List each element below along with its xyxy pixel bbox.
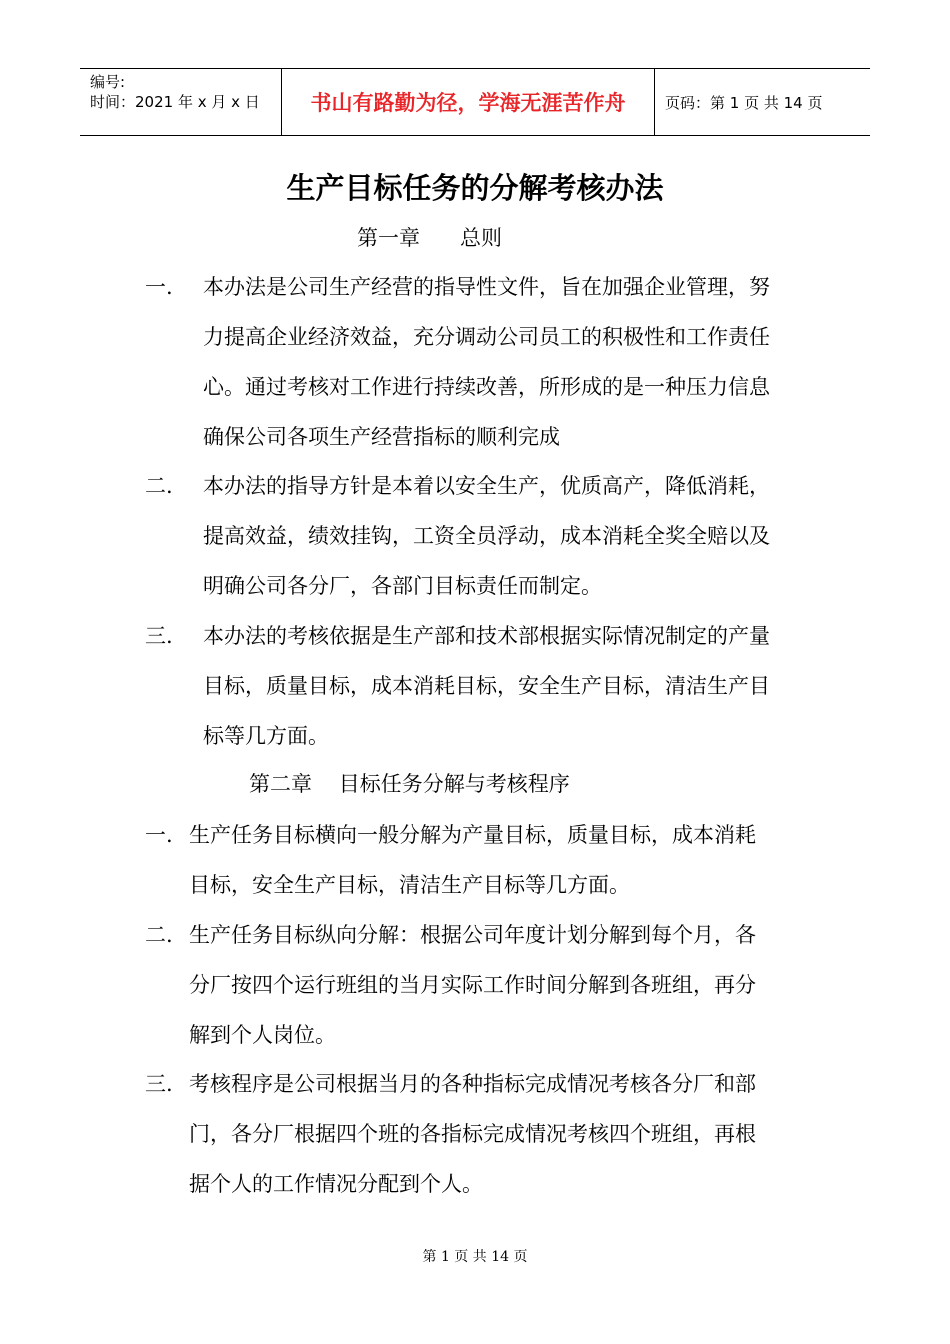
header-motto: 书山有路勤为径，学海无涯苦作舟 <box>282 69 655 135</box>
item-number: 三. <box>145 624 173 648</box>
item-line: 力提高企业经济效益，充分调动公司员工的积极性和工作责任 <box>203 325 770 349</box>
item-number: 三. <box>145 1072 173 1096</box>
item-line: 考核程序是公司根据当月的各种指标完成情况考核各分厂和部 <box>189 1072 756 1096</box>
item-line: 解到个人岗位。 <box>189 1023 336 1047</box>
item-line: 门，各分厂根据四个班的各指标完成情况考核四个班组，再根 <box>189 1122 756 1146</box>
document-title: 生产目标任务的分解考核办法 <box>286 171 664 205</box>
item-line: 据个人的工作情况分配到个人。 <box>189 1172 483 1196</box>
item-line: 目标，安全生产目标，清洁生产目标等几方面。 <box>189 873 630 897</box>
item-line: 本办法的考核依据是生产部和技术部根据实际情况制定的产量 <box>203 624 770 648</box>
item-line: 心。通过考核对工作进行持续改善，所形成的是一种压力信息 <box>203 375 770 399</box>
document-number-label: 编号: <box>90 73 126 91</box>
item-line: 本办法的指导方针是本着以安全生产，优质高产，降低消耗， <box>203 474 770 498</box>
item-number: 一. <box>145 275 173 299</box>
item-line: 提高效益，绩效挂钩，工资全员浮动，成本消耗全奖全赔以及 <box>203 524 770 548</box>
item-line: 分厂按四个运行班组的当月实际工作时间分解到各班组，再分 <box>189 973 756 997</box>
item-line: 本办法是公司生产经营的指导性文件，旨在加强企业管理，努 <box>203 275 770 299</box>
item-line: 确保公司各项生产经营指标的顺利完成 <box>203 425 560 449</box>
item-line: 生产任务目标纵向分解：根据公司年度计划分解到每个月，各 <box>189 923 756 947</box>
page-footer: 第 1 页 共 14 页 <box>422 1249 528 1265</box>
item-number: 二. <box>145 923 173 947</box>
item-line: 明确公司各分厂，各部门目标责任而制定。 <box>203 574 602 598</box>
item-number: 一. <box>145 823 173 847</box>
document-date: 时间：2021 年 x 月 x 日 <box>90 93 260 111</box>
item-line: 目标，质量目标，成本消耗目标，安全生产目标，清洁生产目 <box>203 674 770 698</box>
item-line: 生产任务目标横向一般分解为产量目标，质量目标，成本消耗 <box>189 823 756 847</box>
page-header <box>80 68 870 136</box>
chapter2-heading: 第二章 目标任务分解与考核程序 <box>249 772 570 796</box>
item-number: 二. <box>145 474 173 498</box>
chapter1-heading: 第一章 总则 <box>357 226 503 250</box>
item-line: 标等几方面。 <box>203 724 329 748</box>
header-meta <box>80 69 282 135</box>
header-page-info: 页码：第 1 页 共 14 页 <box>665 93 823 112</box>
